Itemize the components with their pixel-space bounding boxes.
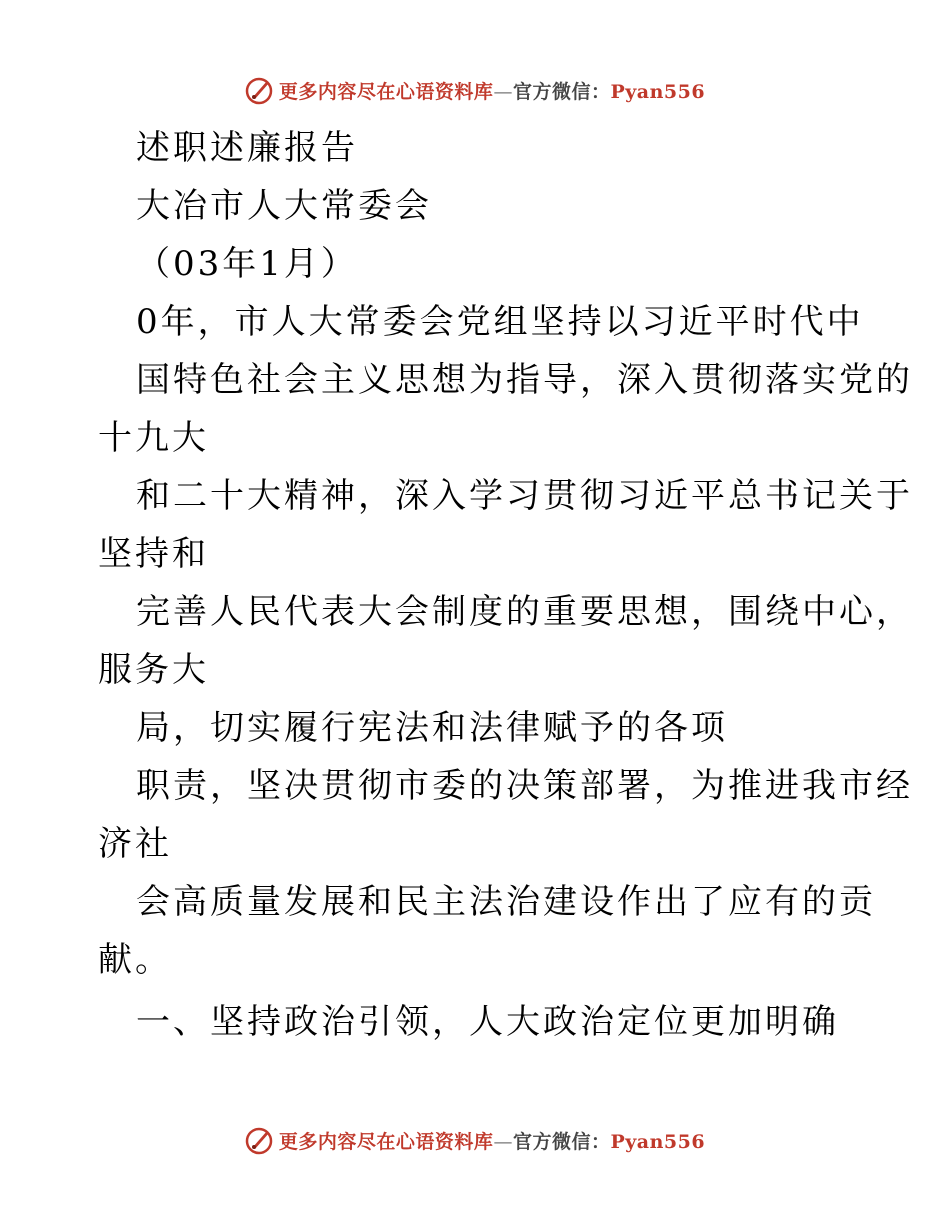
watermark-site-name: 更多内容尽在心语资料库: [278, 1130, 494, 1153]
watermark-wechat-label: 官方微信：: [512, 80, 611, 103]
paragraph-line: 坚持和: [98, 534, 209, 574]
paragraph-line: 济社: [98, 824, 172, 864]
watermark-text: [279, 1127, 705, 1154]
watermark-dash: —: [493, 1130, 513, 1153]
watermark-text: [279, 77, 705, 104]
watermark-wechat-id: Pyan556: [610, 80, 706, 103]
paragraph-line: 和二十大精神，深入学习贯彻习近平总书记关于: [136, 476, 913, 516]
header-watermark-banner: [0, 70, 950, 110]
paragraph-line: 献。: [98, 940, 172, 980]
paragraph-line: 国特色社会主义思想为指导，深入贯彻落实党的: [136, 360, 913, 400]
watermark-site-name: 更多内容尽在心语资料库: [278, 80, 494, 103]
paragraph-line: 完善人民代表大会制度的重要思想，围绕中心，: [136, 592, 913, 632]
document-date: （03年1月）: [136, 244, 358, 284]
watermark-wechat-label: 官方微信：: [512, 1130, 611, 1153]
document-author: 大冶市人大常委会: [136, 186, 432, 226]
quill-ink-logo-icon: [245, 1125, 275, 1155]
paragraph-line: 职责，坚决贯彻市委的决策部署，为推进我市经: [136, 766, 913, 806]
paragraph-line: 会高质量发展和民主法治建设作出了应有的贡: [136, 882, 876, 922]
footer-watermark-banner: [0, 1120, 950, 1160]
paragraph-line: 十九大: [98, 418, 209, 458]
document-title: 述职述廉报告: [136, 128, 358, 168]
watermark-wechat-id: Pyan556: [610, 1130, 706, 1153]
section-heading: 一、坚持政治引领，人大政治定位更加明确: [136, 1002, 839, 1042]
paragraph-line: 服务大: [98, 650, 209, 690]
quill-ink-logo-icon: [245, 75, 275, 105]
watermark-dash: —: [493, 80, 513, 103]
paragraph-line: 局，切实履行宪法和法律赋予的各项: [136, 708, 728, 748]
paragraph-line: 0年，市人大常委会党组坚持以习近平时代中: [136, 302, 864, 342]
